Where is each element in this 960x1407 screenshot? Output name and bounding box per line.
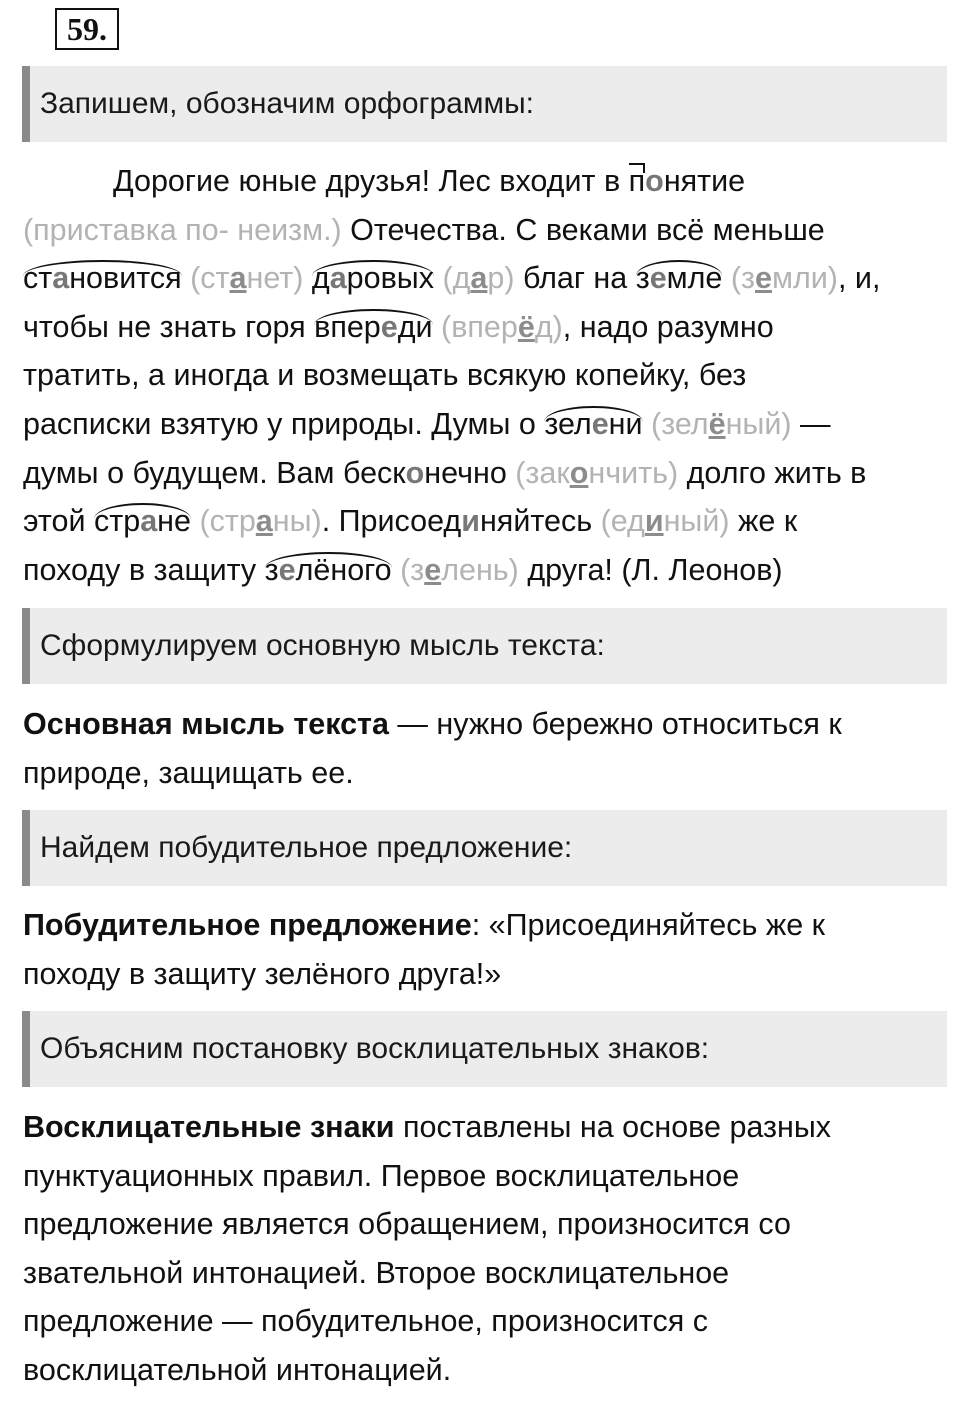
section-heading-orthograms: Запишем, обозначим орфограммы: <box>22 66 947 142</box>
text-line-1: Дорогие юные друзья! Лес входит в понятие <box>23 157 948 206</box>
text-line-6: расписки взятую у природы. Думы о зелени (зелёный) — <box>23 400 948 449</box>
root-mark: зелёного <box>265 546 392 595</box>
imperative-answer: Побудительное предложение: «Присоединяйтесь же к походу в защиту зелёного друга!» <box>23 908 826 991</box>
dictation-text <box>23 157 948 594</box>
section-heading-main-idea: Сформулируем основную мысль текста: <box>22 608 947 684</box>
root-mark: даровых <box>312 254 434 303</box>
section-heading-imperative: Найдем побудительное предложение: <box>22 810 947 886</box>
root-mark: впереди <box>314 303 432 352</box>
text-line-9: походу в защиту зелёного (зелень) друга! (Л. Леонов) <box>23 546 948 595</box>
section-heading-exclamation: Объясним постановку восклицательных знаков: <box>22 1011 947 1087</box>
prefix-mark: п <box>629 157 646 206</box>
exclamation-answer: Восклицательные знаки поставлены на основе разных пунктуационных правил. Первое восклицательное предложение является обращением, произносится со звательной интонацией. Второе восклицательное предложение — побудительное, произносится с восклицательной интонацией. <box>23 1110 832 1387</box>
text-line-7: думы о будущем. Вам бесконечно (закончить) долго жить в <box>23 455 867 490</box>
text-line-4: чтобы не знать горя впереди (вперёд), надо разумно <box>23 303 948 352</box>
main-idea-answer: Основная мысль текста — нужно бережно относиться к природе, защищать ее. <box>23 707 842 790</box>
text-line-2: (приставка по- неизм.) Отечества. С веками всё меньше <box>23 212 825 247</box>
root-mark: зелени <box>544 400 642 449</box>
text-line-5: тратить, а иногда и возмещать всякую копейку, без <box>23 358 747 393</box>
exercise-number: 59. <box>55 8 119 50</box>
text-line-8: этой стране (страны). Присоединяйтесь (единый) же к <box>23 497 948 546</box>
root-mark: становится <box>23 254 182 303</box>
root-mark: стране <box>94 497 191 546</box>
text-line-3: становится (станет) даровых (дар) благ на земле (земли), и, <box>23 254 948 303</box>
root-mark: земле <box>636 254 723 303</box>
